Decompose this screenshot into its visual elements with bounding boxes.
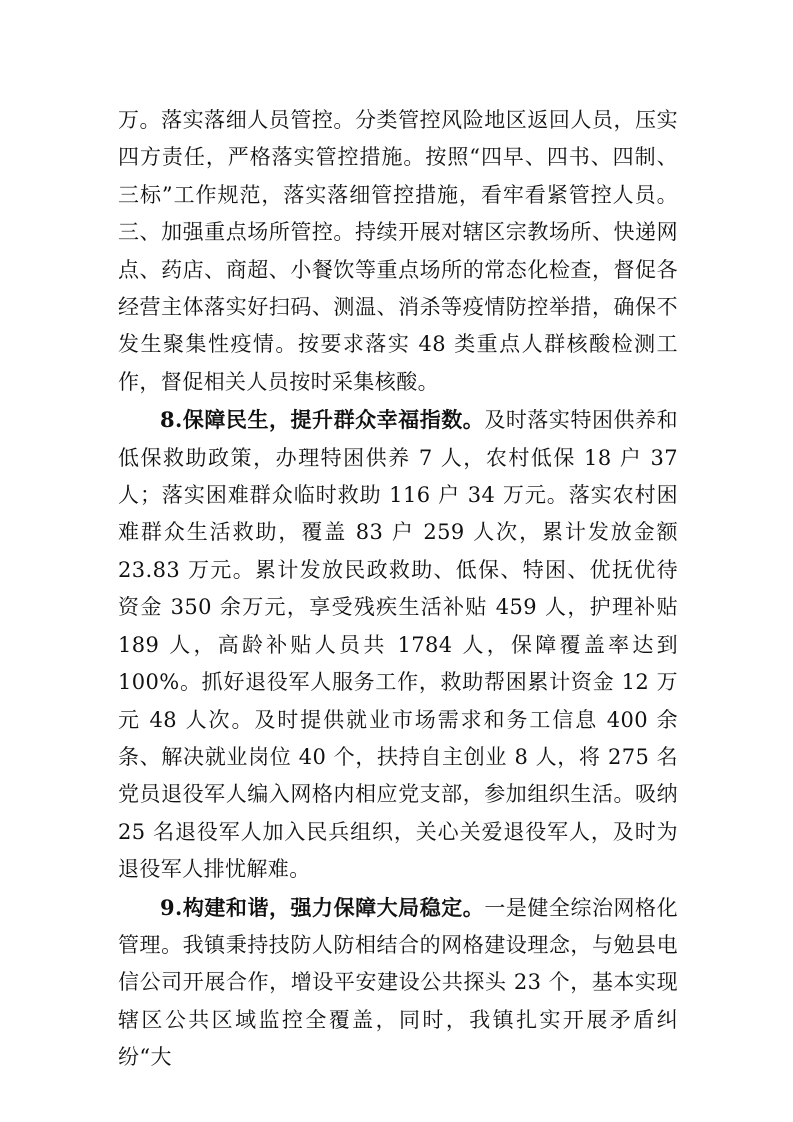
section-heading-9: 9.构建和谐，强力保障大局稳定。 xyxy=(160,894,485,920)
paragraph-harmony xyxy=(118,889,678,1077)
paragraph-text: 一是健全综治网格化管理。我镇秉持技防人防相结合的网格建设理念，与勉县电信公司开展合作，增设平安建设公共探头 23 个，基本实现辖区公共区域监控全覆盖，同时，我镇扎实开展矛盾纠纷“大 xyxy=(118,895,678,1070)
paragraph-text: 万。落实落细人员管控。分类管控风险地区返回人员，压实四方责任，严格落实管控措施。按照“四早、四书、四制、三标”工作规范，落实落细管控措施，看牢看紧管控人员。三、加强重点场所管控。持续开展对辖区宗教场所、快递网点、药店、商超、小餐饮等重点场所的常态化检查，督促各经营主体落实好扫码、测温、消杀等疫情防控举措，确保不发生聚集性疫情。按要求落实 48 类重点人群核酸检测工作，督促相关人员按时采集核酸。 xyxy=(118,108,678,394)
document-page xyxy=(118,102,678,1077)
paragraph-livelihood xyxy=(118,401,678,888)
paragraph-text: 及时落实特困供养和低保救助政策，办理特困供养 7 人，农村低保 18 户 37 人；落实困难群众临时救助 116 户 34 万元。落实农村困难群众生活救助，覆盖 83 户 259 人次，累计发放金额 23.83 万元。累计发放民政救助、低保、特困、优抚优待资金 350 余万元，享受残疾生活补贴 459 人，护理补贴 189 人，高龄补贴人员共 1784 人，保障覆盖率达到 100%。抓好退役军人服务工作，救助帮困累计资金 12 万元 48 人次。及时提供就业市场需求和务工信息 400 余条、解决就业岗位 40 个，扶持自主创业 8 人，将 275 名党员退役军人编入网格内相应党支部，参加组织生活。吸纳 25 名退役军人加入民兵组织，关心关爱退役军人，及时为退役军人排忧解难。 xyxy=(118,408,678,882)
section-heading-8: 8.保障民生，提升群众幸福指数。 xyxy=(160,407,485,433)
paragraph-continuation xyxy=(118,102,678,401)
